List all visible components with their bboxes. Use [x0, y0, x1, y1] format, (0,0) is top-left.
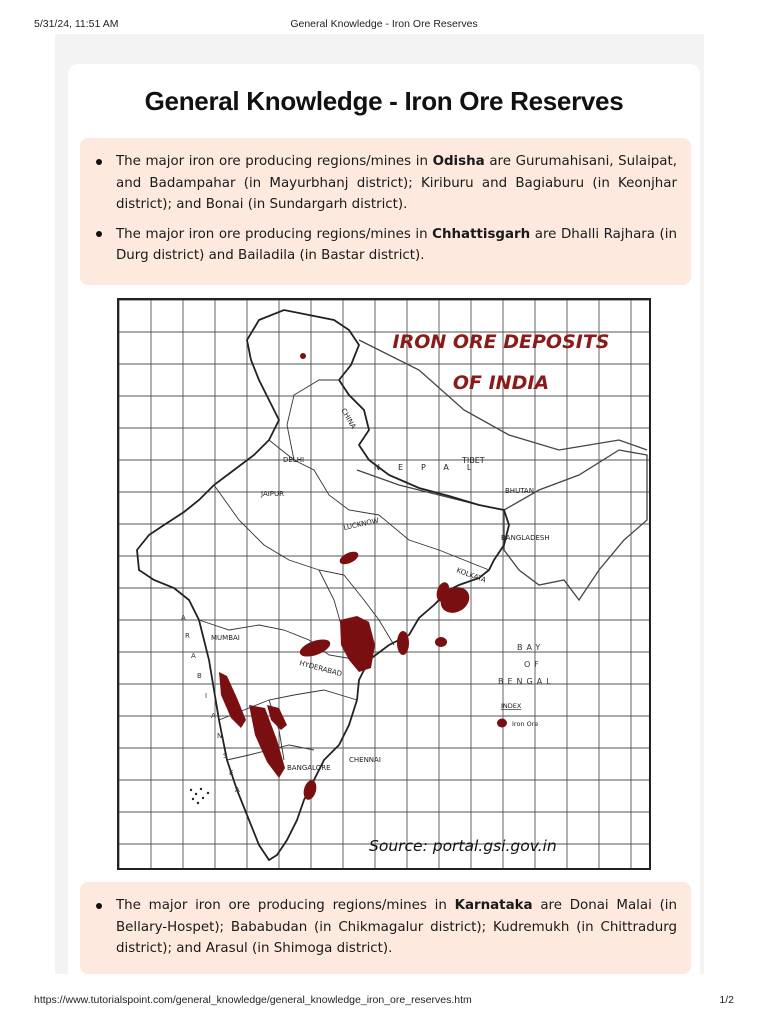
- print-header: [0, 0, 768, 34]
- info-box-odisha-chhattisgarh: [80, 138, 691, 285]
- deposit-odisha-2: [435, 637, 447, 647]
- page-number: 1/2: [719, 994, 734, 1006]
- label-delhi: DELHI: [283, 456, 305, 464]
- list-item-chhattisgarh: The major iron ore producing regions/mines in Chhattisgarh are Dhalli Rajhara (in Durg district) and Bailadila (in Bastar district).: [94, 224, 677, 267]
- label-bhutan: BHUTAN: [505, 487, 534, 495]
- label-hyderabad: HYDERABAD: [298, 659, 343, 679]
- bullet-list: [94, 895, 677, 960]
- label-bangalore: BANGALORE: [287, 764, 331, 772]
- label-nepal: NEPAL: [374, 463, 490, 472]
- page-url: https://www.tutorialspoint.com/general_knowledge/general_knowledge_iron_ore_reserves.htm: [34, 994, 472, 1006]
- list-item-karnataka: The major iron ore producing regions/mines in Karnataka are Donai Malai (in Bellary-Hospet); Bababudan (in Chikmagalur district); Kudremukh (in Chittradurg district); and Arasul (in Shimoga district).: [94, 895, 677, 960]
- page-title: General Knowledge - Iron Ore Reserves: [144, 86, 624, 116]
- label-bangladesh: BANGLADESH: [501, 534, 550, 542]
- arabian-sea-letter: S: [223, 752, 228, 760]
- lakshadweep-islands: [190, 788, 209, 804]
- arabian-sea-letter: A: [211, 712, 216, 720]
- state-name: Odisha: [432, 154, 485, 169]
- arabian-sea-letter: A: [181, 614, 186, 622]
- state-name: Chhattisgarh: [432, 226, 531, 242]
- label-lucknow: LUCKNOW: [342, 516, 380, 532]
- deposit-goa: [219, 672, 246, 728]
- print-title: General Knowledge - Iron Ore Reserves: [290, 18, 478, 30]
- state-borders: [199, 380, 489, 760]
- deposit-durg: [298, 636, 333, 660]
- india-map-svg: [119, 300, 649, 868]
- info-box-karnataka: [80, 882, 691, 974]
- map-title-line2: OF INDIA: [452, 372, 550, 394]
- deposit-jk: [300, 353, 306, 359]
- map-source: Source: portal.gsi.gov.in: [369, 837, 557, 855]
- bay-label-3: BENGAL: [498, 677, 555, 686]
- deposit-mp: [338, 549, 360, 567]
- deposit-odisha-1: [397, 631, 409, 655]
- index-title: INDEX: [501, 702, 522, 710]
- arabian-sea-letter: B: [197, 672, 202, 680]
- label-tibet: TIBET: [462, 456, 485, 465]
- map-grid: [119, 300, 649, 868]
- label-jaipur: JAIPUR: [261, 490, 285, 498]
- northeast-outline: [504, 450, 647, 600]
- arabian-sea-letter: R: [185, 632, 190, 640]
- arabian-sea-letter: I: [205, 692, 208, 700]
- deposit-chhattisgarh: [340, 616, 375, 672]
- label-china: CHINA: [339, 407, 358, 431]
- bay-label-2: OF: [524, 660, 543, 669]
- state-name: Karnataka: [454, 898, 533, 913]
- iron-ore-map: [117, 298, 651, 870]
- print-date: 5/31/24, 11:51 AM: [34, 18, 119, 30]
- arabian-sea-letter: A: [235, 786, 240, 794]
- nepal-border: [357, 470, 504, 510]
- arabian-sea-letter: N: [217, 732, 223, 740]
- index-swatch: [497, 719, 507, 728]
- print-footer: [0, 994, 768, 1014]
- list-item-odisha: The major iron ore producing regions/mines in Odisha are Gurumahisani, Sulaipat, and Badampahar (in Mayurbhanj district); Kiriburu and Bagiaburu (in Keonjhar district); and Bonai (in Sundargarh district).: [94, 151, 677, 216]
- label-kolkata: KOLKATA: [455, 566, 488, 585]
- index-item: Iron Ore: [512, 720, 539, 728]
- label-chennai: CHENNAI: [349, 756, 381, 764]
- bay-label-1: BAY: [517, 643, 545, 652]
- arabian-sea-letter: A: [191, 652, 196, 660]
- arabian-sea-letter: E: [229, 769, 234, 777]
- label-mumbai: MUMBAI: [211, 634, 240, 642]
- bullet-list: [94, 151, 677, 267]
- map-title-line1: IRON ORE DEPOSITS: [392, 331, 610, 353]
